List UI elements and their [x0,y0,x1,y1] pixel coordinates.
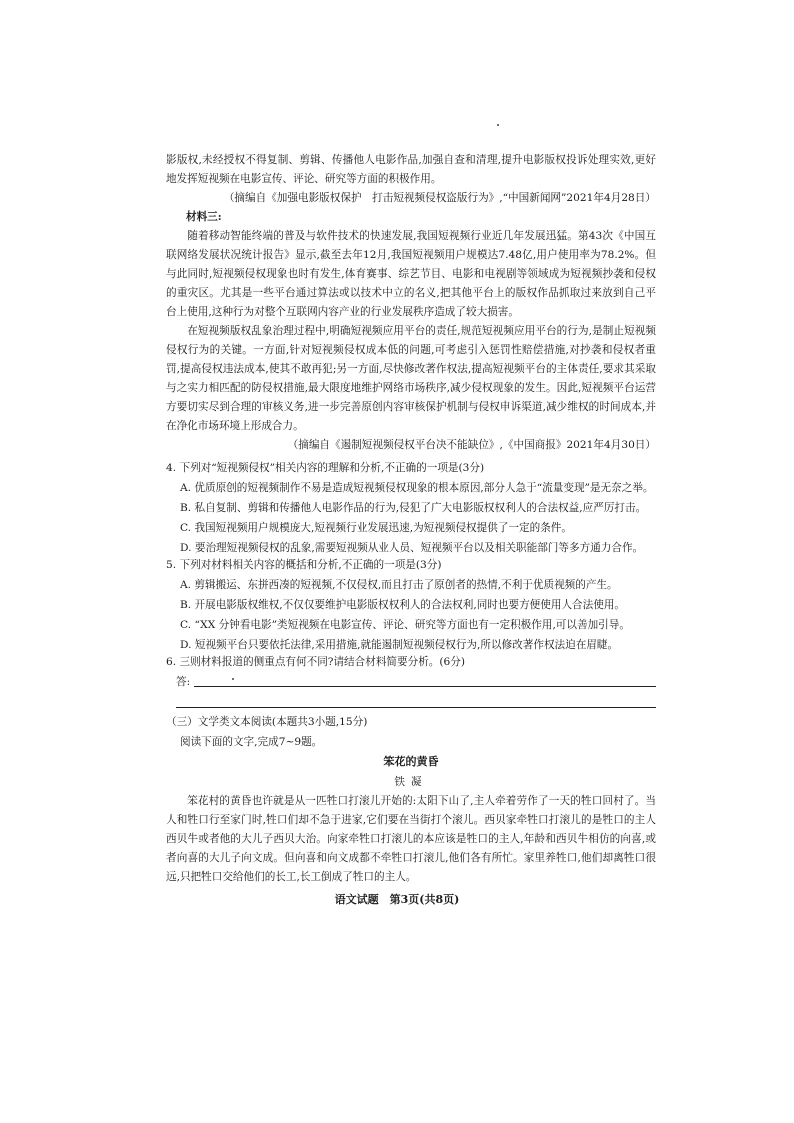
material3-paragraph: 在短视频版权乱象治理过程中,明确短视频应用平台的责任,规范短视频应用平台的行为,是制止短视频侵权行为的关键。一方面,针对短视频侵权成本低的问题,可考虑引入惩罚性赔偿措施,对抄袭和侵权者重罚,提高侵权违法成本,使其不敢再犯;另一方面,尽快修改著作权法,提高短视频平台的主体责任,要求其采取与之实力相匹配的防侵权措施,最大限度地维护网络市场秩序,减少侵权现象的发生。因此,短视频平台运营方要切实尽到合理的审核义务,进一步完善原创内容审核保护机制与侵权申诉渠道,减少维权的时间成本,并在净化市场环境上形成合力。 [166,325,656,432]
question-6 [166,652,656,712]
material3-heading: 材料三: [186,211,222,223]
material3-source: （摘编自《遏制短视频侵权平台决不能缺位》,《中国商报》2021年4月30日） [287,439,656,451]
section3-heading: （三）文学类文本阅读(本题共3小题,15分) [166,716,368,728]
question-5 [166,555,656,655]
option-c: C. 我国短视频用户规模庞大,短视频行业发展迅速,为短视频侵权提供了一定的条件。 [180,522,572,534]
page-footer: 语文试题 第3页(共8页) [334,893,460,906]
option-a: A. 优质原创的短视频制作不易是造成短视频侵权现象的根本原因,部分人急于“流量变现”是无奈之举。 [180,482,654,494]
answer-line[interactable] [194,686,656,687]
question-stem: 5. 下列对材料相关内容的概括和分析,不正确的一项是(3分) [166,559,442,571]
option-c: C. “XX 分钟看电影”类短视频在电影宣传、评论、研究等方面也有一定积极作用,可以善加引导。 [180,619,630,631]
section3-block [166,712,656,752]
continuation-source: （摘编自《加强电影版权保护 打击短视频侵权盗版行为》,“中国新闻网”2021年4月28日） [223,192,656,204]
question-stem: 4. 下列对“短视频侵权”相关内容的理解和分析,不正确的一项是(3分) [166,462,485,474]
story-author: 铁凝 [394,776,428,788]
continuation-block [166,151,656,208]
scan-speck [497,124,499,126]
option-d: D. 要治理短视频侵权的乱象,需要短视频从业人员、短视频平台以及相关职能部门等多方通力合作。 [180,542,644,554]
question-stem: 6. 三则材料报道的侧重点有何不同?请结合材料简要分析。(6分) [166,656,466,668]
answer-area [176,672,656,712]
section3-instruction: 阅读下面的文字,完成7~9题。 [180,736,323,748]
continuation-paragraph: 影版权,未经授权不得复制、剪辑、传播他人电影作品,加强自查和清理,提升电影版权投诉处理实效,更好地发挥短视频在电影宣传、评论、研究等方面的积极作用。 [166,154,656,185]
material3-paragraph: 随着移动智能终端的普及与软件技术的快速发展,我国短视频行业近几年发展迅猛。第43次《中国互联网络发展状况统计报告》显示,截至去年12月,我国短视频用户规模达7.48亿,用户使用率为78.2%。但与此同时,短视频侵权现象也时有发生,体育赛事、综艺节目、电影和电视剧等领域成为短视频抄袭和侵权的重灾区。尤其是一些平台通过算法或以技术中立的名义,把其他平台上的版权作品抓取过来放到自己平台上使用,这种行为对整个互联网内容产业的行业发展秩序造成了较大损害。 [166,230,656,318]
story-title: 笨花的黄昏 [383,755,439,768]
answer-line[interactable] [176,707,656,708]
answer-label: 答: [176,676,191,688]
option-a: A. 剪辑搬运、东拼西凑的短视频,不仅侵权,而且打击了原创者的热情,不利于优质视频的产生。 [180,579,618,591]
question-4 [166,458,656,558]
option-b: B. 开展电影版权维权,不仅仅要维护电影版权权利人的合法权利,同时也要方便使用人合法使用。 [180,599,626,611]
story-block [166,752,656,887]
option-b: B. 私自复制、剪辑和传播他人电影作品的行为,侵犯了广大电影版权权利人的合法权益,应严厉打击。 [180,502,647,514]
option-d: D. 短视频平台只要依托法律,采用措施,就能遏制短视频侵权行为,所以修改著作权法迫在眉睫。 [180,639,619,651]
material3-block [166,208,656,455]
story-paragraph: 笨花村的黄昏也许就是从一匹牲口打滚儿开始的:太阳下山了,主人牵着劳作了一天的牲口回村了。当人和牲口行至家门时,牲口们却不急于进家,它们要在当街打个滚儿。西贝家牵牲口打滚儿的是牲口的主人西贝牛或者他的大儿子西贝大治。向家牵牲口打滚儿的本应该是牲口的主人,年龄和西贝牛相仿的向喜,或者向喜的大儿子向文成。但向喜和向文成都不牵牲口打滚儿,他们各有所忙。家里养牲口,他们却离牲口很远,只把牲口交给他们的长工,长工倒成了牲口的主人。 [166,795,656,883]
